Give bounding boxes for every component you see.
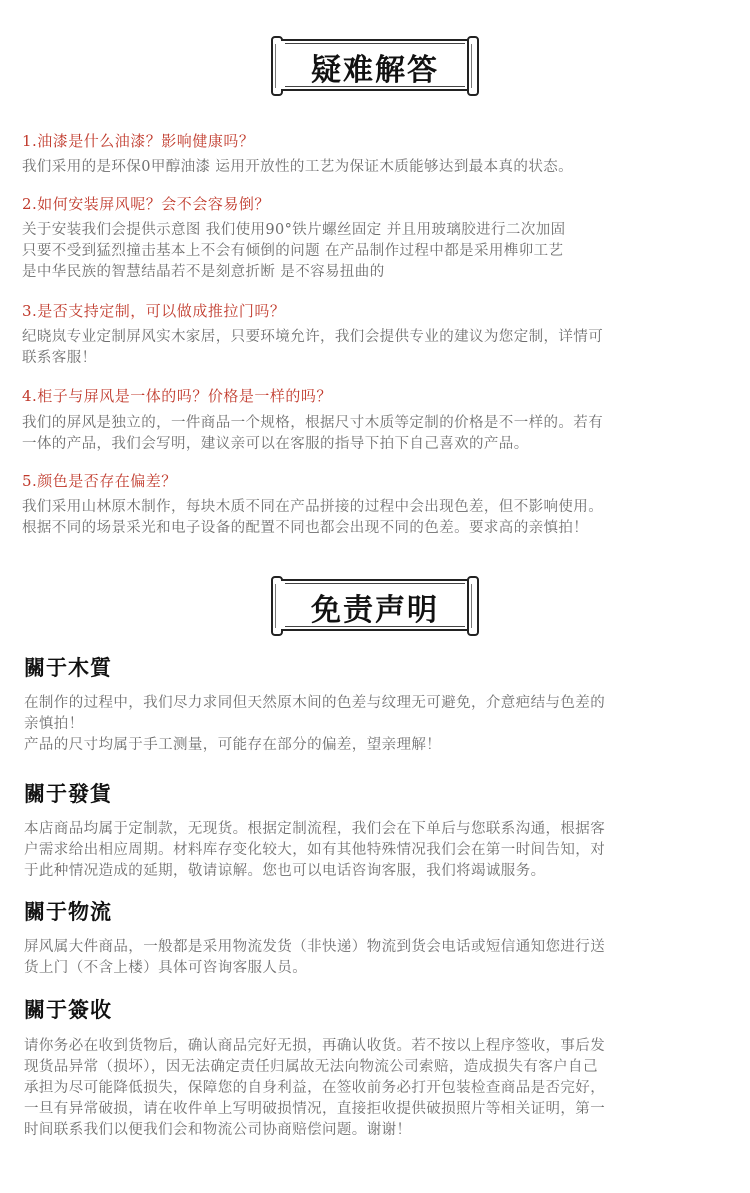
disclaimer-line: 户需求给出相应周期。材料库存变化较大，如有其他特殊情况我们会在第一时间告知，对	[24, 842, 606, 858]
faq-question-2: 2.如何安装屏风呢？会不会容易倒？	[22, 195, 270, 213]
faq-answer-1	[22, 157, 732, 178]
disclaimer-line: 在制作的过程中，我们尽力求同但天然原木间的色差与纹理无可避免，介意疤结与色差的	[24, 695, 606, 711]
faq-answer-line: 是中华民族的智慧结晶若不是刻意折断 是不容易扭曲的	[22, 264, 385, 280]
disclaimer-line: 屏风属大件商品，一般都是采用物流发货（非快递）物流到货会电话或短信通知您进行送	[24, 939, 606, 955]
faq-answer-line: 关于安装我们会提供示意图 我们使用90°铁片螺丝固定 并且用玻璃胶进行二次加固	[22, 222, 566, 238]
faq-question-4: 4.柜子与屏风是一体的吗？价格是一样的吗？	[22, 387, 332, 405]
disclaimer-text-receipt	[24, 1036, 730, 1141]
faq-answer-5	[22, 497, 732, 539]
faq-answer-line: 联系客服！	[22, 350, 97, 366]
disclaimer-heading-shipping: 關于發貨	[24, 781, 112, 806]
disclaimer-line: 产品的尺寸均属于手工测量，可能存在部分的偏差，望亲理解！	[24, 737, 442, 753]
disclaimer-title-banner	[271, 576, 479, 634]
faq-question-3: 3.是否支持定制，可以做成推拉门吗？	[22, 302, 286, 320]
disclaimer-text-shipping	[24, 819, 730, 882]
faq-answer-line: 我们的屏风是独立的，一件商品一个规格，根据尺寸木质等定制的价格是不一样的。若有	[22, 415, 604, 431]
faq-answer-line: 根据不同的场景采光和电子设备的配置不同也都会出现不同的色差。要求高的亲慎拍！	[22, 520, 589, 536]
faq-answer-line: 一体的产品，我们会写明，建议亲可以在客服的指导下拍下自己喜欢的产品。	[22, 436, 529, 452]
disclaimer-line: 本店商品均属于定制款，无现货。根据定制流程，我们会在下单后与您联系沟通，根据客	[24, 821, 606, 837]
disclaimer-heading-logistics: 關于物流	[24, 899, 112, 924]
disclaimer-text-wood	[24, 693, 730, 756]
disclaimer-line: 承担为尽可能降低损失，保障您的自身利益，在签收前务必打开包装检查商品是否完好，	[24, 1080, 606, 1096]
faq-answer-line: 纪晓岚专业定制屏风实木家居，只要环境允许，我们会提供专业的建议为您定制，详情可	[22, 329, 604, 345]
disclaimer-text-logistics	[24, 937, 730, 979]
faq-question-1: 1.油漆是什么油漆？影响健康吗？	[22, 132, 255, 150]
disclaimer-heading-wood: 關于木質	[24, 655, 112, 680]
disclaimer-heading-receipt: 關于簽收	[24, 997, 112, 1022]
faq-answer-line: 只要不受到猛烈撞击基本上不会有倾倒的问题 在产品制作过程中都是采用榫卯工艺	[22, 243, 564, 259]
disclaimer-line: 货上门（不含上楼）具体可咨询客服人员。	[24, 960, 308, 976]
faq-answer-line: 我们采用山林原木制作，每块木质不同在产品拼接的过程中会出现色差，但不影响使用。	[22, 499, 604, 515]
disclaimer-line: 一旦有异常破损，请在收件单上写明破损情况，直接拒收提供破损照片等相关证明，第一	[24, 1101, 606, 1117]
disclaimer-title: 免责声明	[311, 593, 439, 628]
disclaimer-line: 时间联系我们以便我们会和物流公司协商赔偿问题。谢谢！	[24, 1122, 412, 1138]
disclaimer-line: 现货品异常（损坏），因无法确定责任归属故无法向物流公司索赔，造成损失有客户自己	[24, 1059, 598, 1075]
faq-answer-2	[22, 220, 732, 283]
faq-answer-line: 我们采用的是环保0甲醇油漆 运用开放性的工艺为保证木质能够达到最本真的状态。	[22, 159, 574, 175]
disclaimer-line: 于此种情况造成的延期，敬请谅解。您也可以电话咨询客服，我们将竭诚服务。	[24, 863, 546, 879]
faq-answer-3	[22, 327, 732, 369]
faq-title-banner	[271, 36, 479, 94]
faq-answer-4	[22, 413, 732, 455]
disclaimer-line: 亲慎拍！	[24, 716, 84, 732]
disclaimer-line: 请你务必在收到货物后，确认商品完好无损，再确认收货。若不按以上程序签收，事后发	[24, 1038, 606, 1054]
faq-title: 疑难解答	[311, 53, 439, 88]
faq-question-5: 5.颜色是否存在偏差？	[22, 472, 177, 490]
